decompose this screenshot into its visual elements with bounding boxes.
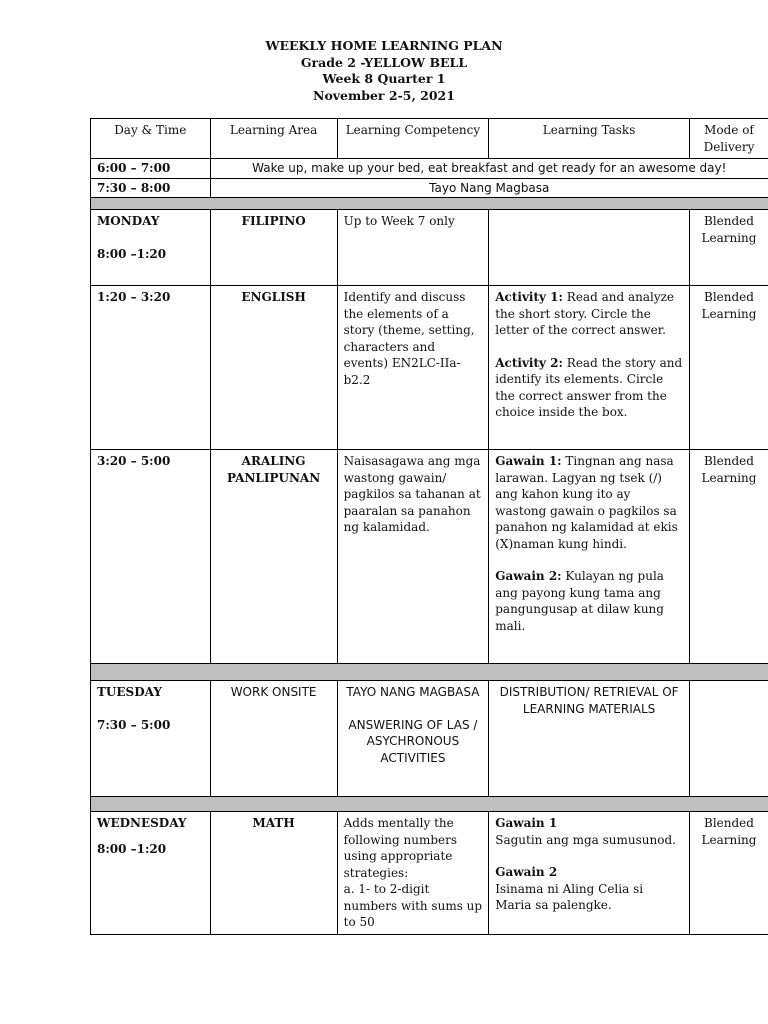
task-label: Activity 1: bbox=[495, 290, 563, 304]
column-header: Learning Competency bbox=[337, 119, 489, 159]
day-time-cell bbox=[91, 681, 211, 797]
day-label: MONDAY bbox=[97, 214, 160, 228]
task-text: Kulayan ng pula ang payong kung tama ang pangungusap at dilaw kung mali. bbox=[495, 569, 664, 633]
competency-line: ANSWERING OF LAS / ASYCHRONOUS ACTIVITIES bbox=[348, 717, 478, 765]
task-label: Gawain 1: bbox=[495, 454, 562, 468]
task-item bbox=[495, 815, 683, 848]
learning-competency: Naisasagawa ang mga wastong gawain/ pagkilos sa tahanan at paaralan sa panahon ng kalamidad. bbox=[337, 450, 489, 664]
learning-area: ENGLISH bbox=[210, 286, 337, 450]
column-header: Day & Time bbox=[91, 119, 211, 159]
plan-title: WEEKLY HOME LEARNING PLAN bbox=[265, 38, 503, 53]
table-header-row bbox=[91, 119, 768, 159]
task-item bbox=[495, 453, 683, 552]
task-text: Read and analyze the short story. Circle the letter of the correct answer. bbox=[495, 290, 675, 337]
column-header: Learning Tasks bbox=[489, 119, 690, 159]
day-time-cell bbox=[91, 812, 211, 935]
learning-competency bbox=[337, 812, 489, 935]
time-slot: 8:00 –1:20 bbox=[97, 841, 167, 856]
table-row bbox=[91, 681, 768, 797]
separator-row bbox=[91, 198, 768, 210]
table-row bbox=[91, 210, 768, 286]
task-label: Activity 2: bbox=[495, 355, 563, 370]
mode-of-delivery: Blended Learning bbox=[689, 812, 768, 935]
learning-tasks: DISTRIBUTION/ RETRIEVAL OF LEARNING MATERIALS bbox=[489, 681, 690, 797]
column-header: Learning Area bbox=[210, 119, 337, 159]
table-row bbox=[91, 812, 768, 935]
day-label: WEDNESDAY bbox=[97, 816, 187, 830]
task-label: Gawain 1 bbox=[495, 816, 558, 830]
task-text: Isinama ni Aling Celia si Maria sa palengke. bbox=[495, 881, 644, 912]
learning-area: WORK ONSITE bbox=[210, 681, 337, 797]
time-slot: 3:20 – 5:00 bbox=[91, 450, 211, 664]
learning-plan-table bbox=[90, 118, 768, 935]
routine-activity: Wake up, make up your bed, eat breakfast and get ready for an awesome day! bbox=[210, 159, 768, 179]
learning-tasks bbox=[489, 812, 690, 935]
task-label: Gawain 2: bbox=[495, 569, 562, 583]
task-item bbox=[495, 864, 683, 914]
time-slot: 8:00 –1:20 bbox=[97, 246, 167, 261]
day-time-cell bbox=[91, 210, 211, 286]
learning-area: MATH bbox=[210, 812, 337, 935]
routine-time: 7:30 – 8:00 bbox=[91, 178, 211, 198]
learning-area: FILIPINO bbox=[210, 210, 337, 286]
learning-area: ARALING PANLIPUNAN bbox=[210, 450, 337, 664]
week-quarter: Week 8 Quarter 1 bbox=[322, 71, 446, 86]
learning-tasks bbox=[489, 210, 690, 286]
routine-activity: Tayo Nang Magbasa bbox=[210, 178, 768, 198]
task-label: Gawain 2 bbox=[495, 865, 558, 879]
time-slot: 1:20 – 3:20 bbox=[91, 286, 211, 450]
mode-of-delivery bbox=[689, 681, 768, 797]
separator-row bbox=[91, 664, 768, 681]
time-slot: 7:30 – 5:00 bbox=[97, 717, 171, 732]
competency-item: a. 1- to 2-digit numbers with sums up to 50 bbox=[343, 882, 483, 929]
mode-of-delivery: Blended Learning bbox=[689, 450, 768, 664]
routine-row bbox=[91, 159, 768, 179]
column-header: Mode of Delivery bbox=[689, 119, 768, 159]
task-item bbox=[495, 568, 683, 634]
separator-row bbox=[91, 797, 768, 812]
routine-time: 6:00 – 7:00 bbox=[91, 159, 211, 179]
mode-of-delivery: Blended Learning bbox=[689, 286, 768, 450]
task-text: Sagutin ang mga sumusunod. bbox=[495, 832, 676, 847]
competency-line: TAYO NANG MAGBASA bbox=[346, 685, 480, 699]
task-text: Tingnan ang nasa larawan. Lagyan ng tsek (/) ang kahon kung ito ay wastong gawain o pagkilos sa panahon ng kalamidad at ekis (X)naman kung hindi. bbox=[495, 454, 678, 551]
task-item bbox=[495, 289, 683, 339]
mode-of-delivery: Blended Learning bbox=[689, 210, 768, 286]
grade-section: Grade 2 -YELLOW BELL bbox=[300, 54, 468, 70]
learning-competency bbox=[337, 681, 489, 797]
routine-row bbox=[91, 178, 768, 198]
document-header bbox=[0, 38, 768, 104]
learning-tasks bbox=[489, 286, 690, 450]
learning-tasks bbox=[489, 450, 690, 664]
learning-competency: Identify and discuss the elements of a story (theme, setting, characters and events) EN2LC-IIa-b2.2 bbox=[337, 286, 489, 450]
table-row bbox=[91, 450, 768, 664]
date-range: November 2-5, 2021 bbox=[313, 87, 455, 103]
learning-competency: Up to Week 7 only bbox=[337, 210, 489, 286]
table-row bbox=[91, 286, 768, 450]
competency-text: Adds mentally the following numbers using appropriate strategies: bbox=[343, 816, 458, 880]
day-label: TUESDAY bbox=[97, 685, 162, 699]
task-text: Read the story and identify its elements. Circle the correct answer from the choice inside the box. bbox=[495, 355, 683, 419]
task-item bbox=[495, 355, 683, 421]
